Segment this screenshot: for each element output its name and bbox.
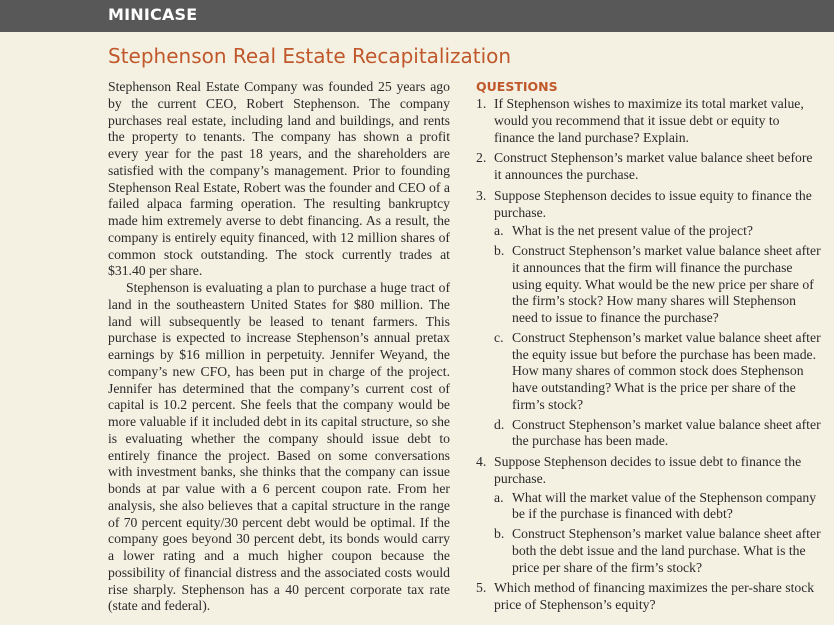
sub-question-letter: a. xyxy=(494,489,504,505)
sub-question-item xyxy=(494,243,822,327)
sub-question-item xyxy=(494,490,822,524)
sub-question-letter: d. xyxy=(494,416,505,432)
sub-question-list xyxy=(494,223,822,450)
sub-question-list xyxy=(494,490,822,577)
minicase-header-bar xyxy=(0,0,834,32)
sub-question-letter: a. xyxy=(494,223,504,239)
sub-question-text: What will the market value of the Stephenson company be if the purchase is financed with debt? xyxy=(512,489,817,522)
question-item xyxy=(476,150,822,184)
minicase-label: MINICASE xyxy=(108,5,198,24)
sub-question-letter: b. xyxy=(494,243,505,258)
question-text: Suppose Stephenson decides to issue equity to finance the purchase. xyxy=(494,187,812,220)
question-item xyxy=(476,580,822,614)
case-body xyxy=(108,79,450,615)
question-number: 2. xyxy=(476,150,487,166)
question-item xyxy=(476,454,822,576)
case-paragraph: Stephenson Real Estate Company was founded 25 years ago by the current CEO, Robert Stephenson. The company purchases real estate, including land and buildings, and rents the property to tenants. The company has shown a profit every year for the past 18 years, and the shareholders are satisfied with the company’s management. Prior to founding Stephenson Real Estate, Robert was the founder and CEO of a failed alpaca farming operation. The resulting bankruptcy made him extremely averse to debt financing. As a result, the company is entirely equity financed, with 12 million shares of common stock outstanding. The stock currently trades at $31.40 per share. xyxy=(108,79,450,279)
sub-question-text: Construct Stephenson’s market value balance sheet after both the debt issue and the land purchase. What is the price per share of the firm’s stock? xyxy=(512,526,821,575)
question-item xyxy=(476,96,822,146)
questions-list xyxy=(476,96,822,614)
sub-question-text: Construct Stephenson’s market value balance sheet after the purchase has been made. xyxy=(512,416,821,449)
case-paragraph: Stephenson is evaluating a plan to purchase a huge tract of land in the southeastern United States for $80 million. The land will subsequently be leased to tenant farmers. This purchase is expected to increase Stephenson’s annual pretax earnings by $16 million in perpetuity. Jennifer Weyand, the company’s new CFO, has been put in charge of the project. Jennifer has determined that the company’s current cost of capital is 10.2 percent. She feels that the company would be more valuable if it included debt in its capital structure, so she is evaluating whether the company should issue debt to entirely finance the project. Based on some conversations with investment banks, she thinks that the company can issue bonds at par value with a 6 percent coupon rate. From her analysis, she also believes that a capital structure in the range of 70 percent equity/30 percent debt would be optimal. If the company goes beyond 30 percent debt, its bonds would carry a lower rating and a much higher coupon because the possibility of financial distress and the associated costs would rise sharply. Stephenson has a 40 percent corporate tax rate (state and federal). xyxy=(108,280,450,614)
sub-question-letter: b. xyxy=(494,526,505,541)
sub-question-text: Construct Stephenson’s market value balance sheet after it announces that the firm will finance the purchase using equity. What would be the new price per share of the firm’s stock? How many shares will Stephenson need to issue to finance the purchase? xyxy=(512,243,821,325)
sub-question-text: Construct Stephenson’s market value balance sheet after the equity issue but before the purchase has been made. How many shares of common stock does Stephenson have outstanding? What is the price per share of the firm’s stock? xyxy=(512,329,821,412)
question-number: 3. xyxy=(476,187,487,203)
sub-question-text: What is the net present value of the project? xyxy=(512,223,753,239)
questions-section xyxy=(476,79,822,618)
question-text: Construct Stephenson’s market value balance sheet before it announces the purchase. xyxy=(494,150,813,182)
sub-question-item xyxy=(494,223,822,240)
question-number: 4. xyxy=(476,454,487,469)
question-item xyxy=(476,188,822,450)
question-text: If Stephenson wishes to maximize its total market value, would you recommend that it issue debt or equity to finance the land purchase? Explain. xyxy=(494,96,804,145)
question-number: 5. xyxy=(476,580,487,596)
question-text: Suppose Stephenson decides to issue debt to finance the purchase. xyxy=(494,454,802,486)
sub-question-item xyxy=(494,330,822,414)
sub-question-item xyxy=(494,526,822,576)
questions-heading: QUESTIONS xyxy=(476,79,558,94)
question-number: 1. xyxy=(476,96,487,111)
sub-question-letter: c. xyxy=(494,329,504,345)
question-text: Which method of financing maximizes the per-share stock price of Stephenson’s equity? xyxy=(494,580,815,612)
sub-question-item xyxy=(494,417,822,451)
case-title: Stephenson Real Estate Recapitalization xyxy=(108,44,512,68)
